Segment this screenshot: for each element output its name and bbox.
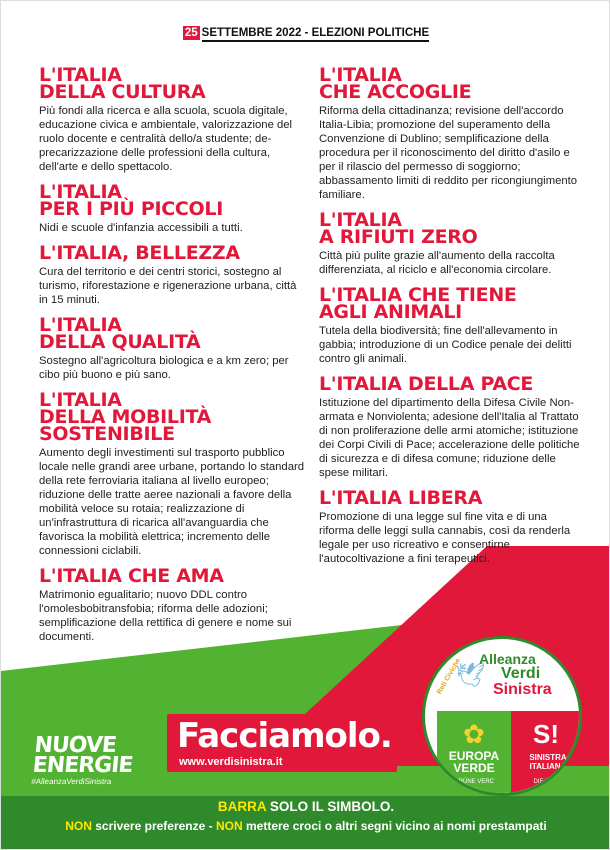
section-title-line: L'ITALIA — [319, 64, 402, 86]
program-section — [319, 284, 581, 366]
energie-hashtag: #AlleanzaVerdiSinistra — [30, 777, 112, 786]
left-column — [39, 64, 307, 654]
logo-verdi: Verdi — [501, 665, 541, 682]
section-title-line: L'ITALIA — [39, 314, 122, 336]
section-title-line: DELLA CULTURA — [39, 81, 206, 103]
section-title-line: DELLA MOBILITÀ — [39, 406, 212, 428]
section-title-line: L'ITALIA CHE AMA — [39, 565, 224, 587]
section-title — [39, 314, 307, 353]
europa-verde-label — [441, 750, 507, 774]
program-section — [39, 565, 307, 644]
program-section — [319, 64, 581, 202]
sinistra-italiana-line2: ITALIANA — [529, 762, 567, 771]
program-section — [319, 373, 581, 480]
section-title-line: L'ITALIA, BELLEZZA — [39, 242, 240, 264]
section-text: Tutela della biodiversità; fine dell'allevamento in gabbia; introduzione di un Codice penale dei delitti contro gli animali. — [319, 325, 572, 365]
europa-verde-line2: VERDE — [453, 761, 495, 775]
date-day: 25 — [184, 27, 198, 39]
section-title-line: L'ITALIA LIBERA — [319, 487, 483, 509]
section-title — [319, 64, 581, 103]
energie-line2: ENERGIE — [31, 753, 134, 778]
section-title-line: L'ITALIA DELLA PACE — [319, 373, 534, 395]
section-title-line: A RIFIUTI ZERO — [319, 226, 478, 248]
dove-icon: 🕊 — [455, 662, 486, 689]
section-title — [319, 209, 581, 248]
section-title — [319, 487, 581, 509]
section-title-line: L'ITALIA — [39, 389, 122, 411]
section-title-line: CHE ACCOGLIE — [319, 81, 472, 103]
section-title — [319, 284, 581, 323]
sinistra-italiana-label — [515, 753, 581, 771]
facciamolo-banner[interactable] — [167, 714, 397, 772]
section-text: Nidi e scuole d'infanzia accessibili a tutti. — [39, 222, 243, 234]
cta-url-link[interactable]: www.verdisinistra.it — [179, 756, 283, 768]
section-title-line: SOSTENIBILE — [39, 423, 175, 445]
cta-headline: Facciamolo. — [177, 716, 392, 756]
logo-alleanza: Alleanza — [479, 651, 536, 667]
scrivere-text: scrivere preferenze - — [95, 819, 213, 833]
grune-verc-label: GRÜNE VERC — [453, 779, 494, 785]
section-title-line: PER I PIÙ PICCOLI — [39, 198, 223, 220]
section-title — [39, 389, 307, 445]
section-text: Più fondi alla ricerca e alla scuola, scuola digitale, educazione civica e ambientale, valorizzazione del ruolo docente e centralità dello/a studente; de-precarizzazione delle professioni della cultura, dell'arte e dello spettacolo. — [39, 105, 293, 173]
section-title — [39, 242, 307, 264]
section-title-line: L'ITALIA — [39, 64, 122, 86]
right-column — [319, 64, 581, 576]
section-text: Cura del territorio e dei centri storici, sostegno al turismo, riforestazione e rigenerazione urbana, città in 15 minuti. — [39, 266, 297, 306]
program-section — [39, 64, 307, 174]
energie-line1: NUOVE — [33, 733, 117, 758]
program-section — [39, 314, 307, 382]
nuove-energie-slogan — [30, 733, 135, 788]
section-text: Promozione di una legge sul fine vita e di una riforma delle leggi sulla cannabis, così da renderla legale per uso ricreativo e consentirne l'autocoltivazione a fini terapeutici. — [319, 511, 571, 565]
program-section — [319, 487, 581, 566]
solo-simbolo-text: SOLO IL SIMBOLO. — [269, 799, 395, 814]
barra-word: BARRA — [217, 799, 267, 814]
section-text: Matrimonio egualitario; nuovo DDL contro l'omolesbobitransfobia; riforma delle adozioni; semplificazione della rettifica di genere e nome sui documenti. — [39, 589, 292, 643]
section-text: Riforma della cittadinanza; revisione dell'accordo Italia-Libia; promozione del superamento della Convenzione di Dublino; semplificazione della procedura per il riconoscimento del diritto d'asilo e per il rilascio del permesso di soggiorno; abbassamento limiti di reddito per ricongiungimento familiare. — [319, 105, 578, 201]
non-word-1: NON — [65, 819, 92, 833]
program-section — [39, 181, 307, 235]
section-title-line: AGLI ANIMALI — [319, 301, 462, 323]
program-section — [39, 389, 307, 558]
section-text: Città più pulite grazie all'aumento della raccolta differenziata, al riciclo e all'economia circolare. — [319, 250, 555, 276]
party-logo — [422, 636, 582, 796]
section-text: Aumento degli investimenti sul trasporto pubblico locale nelle grandi aree urbane, portando lo standard della rete ferroviaria italiana al livello europeo; riduzione delle tratte aeree nazionali a favore della mobilità veloce su rotaia; realizzazione di un'infrastruttura di ricarica all'avanguardia che favorisca la mobilità elettrica; incremento delle connessioni ciclabili. — [39, 447, 305, 557]
non-word-2: NON — [215, 819, 243, 833]
section-title — [319, 373, 581, 395]
date-rest: SETTEMBRE 2022 - ELEZIONI POLITICHE — [202, 27, 429, 42]
section-title — [39, 565, 307, 587]
vote-instruction-line2 — [1, 819, 610, 833]
sunflower-icon: ✿ — [463, 719, 485, 749]
section-text: Sostegno all'agricoltura biologica e a km zero; per cibo più buono e più sano. — [39, 355, 289, 381]
europa-verde-line1: EUROPA — [448, 749, 500, 763]
logo-sinistra: Sinistra — [493, 681, 552, 698]
election-date-header — [1, 27, 610, 39]
die-linke-label: DIE LINKE — [533, 779, 563, 785]
section-title-line: L'ITALIA — [319, 209, 402, 231]
section-title — [39, 181, 307, 220]
vote-instruction-line1 — [1, 799, 610, 814]
section-title-line: L'ITALIA CHE TIENE — [319, 284, 517, 306]
mettere-text: mettere croci o altri segni vicino ai nomi prestampati — [246, 819, 547, 833]
reti-civiche-label: Reti Civiche — [435, 657, 463, 696]
si-mark-icon: S! — [533, 719, 559, 749]
section-title-line: L'ITALIA — [39, 181, 122, 203]
sinistra-italiana-line1: SINISTRA — [529, 753, 567, 762]
section-text: Istituzione del dipartimento della Difesa Civile Non-armata e Nonviolenta; adesione dell'Italia al Trattato di non proliferazione delle armi atomiche; istituzione dei Corpi Civili di Pace; accelerazione delle politiche di sicurezza e di difesa comune; riduzione delle spese militari. — [319, 397, 580, 479]
section-title-line: DELLA QUALITÀ — [39, 331, 201, 353]
program-section — [39, 242, 307, 307]
section-title — [39, 64, 307, 103]
program-section — [319, 209, 581, 277]
